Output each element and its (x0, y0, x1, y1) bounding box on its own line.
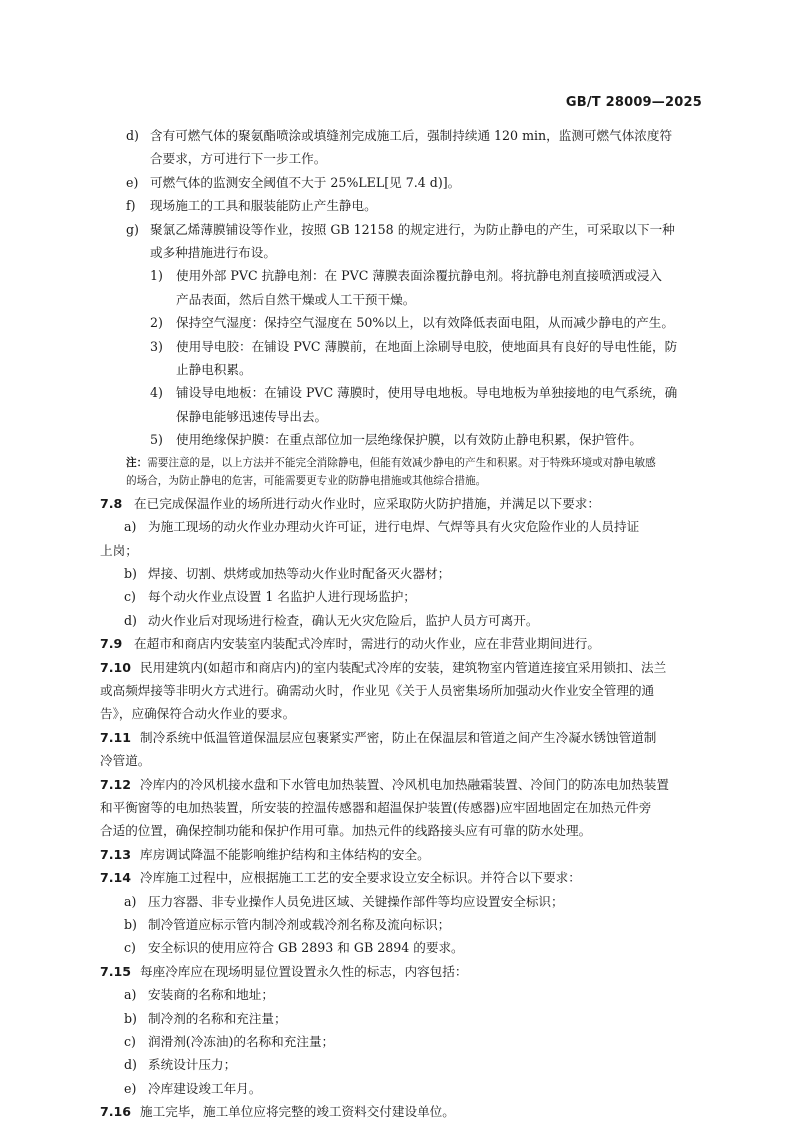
clause-7-15-d: d) 系统设计压力； (124, 1057, 237, 1073)
clause-7-12-cont-2: 合适的位置，确保控制功能和保护作用可靠。加热元件的线路接头应有可靠的防水处理。 (100, 823, 592, 839)
list-item-g: g) 聚氯乙烯薄膜铺设等作业，按照 GB 12158 的规定进行，为防止静电的产生，可采取以下一种 (126, 221, 675, 237)
clause-7-13: 7.13 库房调试降温不能影响维护结构和主体结构的安全。 (100, 846, 430, 862)
sub-item-3-cont: 止静电积累。 (176, 362, 252, 378)
sub-item-1: 1) 使用外部 PVC 抗静电剂：在 PVC 薄膜表面涂覆抗静电剂。将抗静电剂直接喷洒或浸入 (150, 268, 663, 284)
list-item-d-cont: 合要求，方可进行下一步工作。 (150, 151, 327, 167)
list-item-e: e) 可燃气体的监测安全阈值不大于 25%LEL[见 7.4 d)]。 (126, 174, 461, 190)
clause-7-11-cont: 冷管道。 (100, 753, 151, 769)
list-item-d: d) 含有可燃气体的聚氨酯喷涂或填缝剂完成施工后，强制持续通 120 min，监测可燃气体浓度符 (126, 128, 673, 143)
clause-7-14-b: b) 制冷管道应标示管内制冷剂或载冷剂名称及流向标识； (124, 917, 451, 932)
clause-7-10-cont-1: 或高频焊接等非明火方式进行。确需动火时，作业见《关于人员密集场所加强动火作业安全管理的通 (100, 682, 655, 698)
clause-7-15-b: b) 制冷剂的名称和充注量； (124, 1010, 287, 1026)
list-item-g-cont: 或多种措施进行布设。 (150, 245, 276, 261)
clause-7-15-a: a) 安装商的名称和地址； (124, 987, 274, 1003)
clause-7-8: 7.8 在已完成保温作业的场所进行动火作业时，应采取防火防护措施，并满足以下要求： (100, 495, 600, 511)
clause-7-8-d: d) 动火作业后对现场进行检查，确认无火灾危险后，监护人员方可离开。 (124, 612, 539, 628)
page-content (100, 124, 704, 1124)
clause-7-12: 7.12 冷库内的冷风机接水盘和下水管电加热装置、冷风机电加热融霜装置、冷间门的防冻电加热装置 (100, 776, 669, 792)
note-block (100, 454, 704, 490)
document-number: GB/T 28009—2025 (565, 95, 702, 110)
clause-7-15: 7.15 每座冷库应在现场明显位置设置永久性的标志，内容包括： (100, 963, 468, 979)
clause-7-10-cont-2: 告》，应确保符合动火作业的要求。 (100, 706, 296, 722)
sub-item-4-cont: 保静电能够迅速传导出去。 (176, 408, 328, 424)
clause-7-8-b: b) 焊接、切割、烘烤或加热等动火作业时配备灭火器材； (124, 565, 451, 581)
list-item-f: f) 现场施工的工具和服装能防止产生静电。 (126, 198, 377, 214)
sub-item-1-cont: 产品表面，然后自然干燥或人工干预干燥。 (176, 291, 416, 307)
note-line-1: 注：需要注意的是，以上方法并不能完全消除静电，但能有效减少静电的产生和积累。对于特殊环境或对静电敏感 (126, 456, 656, 469)
sub-item-2: 2) 保持空气湿度：保持空气湿度在 50%以上，以有效降低表面电阻，从而减少静电的产生。 (150, 315, 674, 331)
clause-7-8-a-cont: 上岗； (100, 542, 138, 558)
sub-item-5: 5) 使用绝缘保护膜：在重点部位加一层绝缘保护膜，以有效防止静电积累，保护管件。 (150, 432, 642, 448)
clause-7-11: 7.11 制冷系统中低温管道保温层应包裹紧实严密，防止在保温层和管道之间产生冷凝水锈蚀管道制 (100, 729, 657, 745)
clause-7-14-c: c) 安全标识的使用应符合 GB 2893 和 GB 2894 的要求。 (124, 940, 464, 956)
clause-7-16: 7.16 施工完毕，施工单位应将完整的竣工资料交付建设单位。 (100, 1104, 455, 1120)
clause-7-12-cont-1: 和平衡窗等的电加热装置，所安装的控温传感器和超温保护装置(传感器)应牢固地固定在加热元件旁 (100, 799, 652, 815)
clause-7-10: 7.10 民用建筑内(如超市和商店内)的室内装配式冷库的安装，建筑物室内管道连接宜采用锁扣、法兰 (100, 659, 667, 675)
clause-7-14-a: a) 压力容器、非专业操作人员免进区域、关键操作部件等均应设置安全标识； (124, 893, 564, 909)
sub-item-4: 4) 铺设导电地板：在铺设 PVC 薄膜时，使用导电地板。导电地板为单独接地的电气系统，确 (150, 385, 678, 401)
sub-item-3: 3) 使用导电胶：在铺设 PVC 薄膜前，在地面上涂刷导电胶，使地面具有良好的导电性能，防 (150, 338, 678, 354)
clause-7-14: 7.14 冷库施工过程中，应根据施工工艺的安全要求设立安全标识。并符合以下要求： (100, 870, 581, 886)
clause-7-9: 7.9 在超市和商店内安装室内装配式冷库时，需进行的动火作业，应在非营业期间进行。 (100, 636, 600, 652)
note-line-2: 的场合，为防止静电的危害，可能需要更专业的防静电措施或其他综合措施。 (126, 474, 487, 487)
clause-7-8-c: c) 每个动火作业点设置 1 名监护人进行现场监护； (124, 589, 416, 605)
clause-7-8-a: a) 为施工现场的动火作业办理动火许可证，进行电焊、气焊等具有火灾危险作业的人员持证 (124, 519, 640, 535)
clause-7-15-e: e) 冷库建设竣工年月。 (124, 1080, 262, 1096)
clause-7-15-c: c) 润滑剂(冷冻油)的名称和充注量； (124, 1034, 335, 1050)
